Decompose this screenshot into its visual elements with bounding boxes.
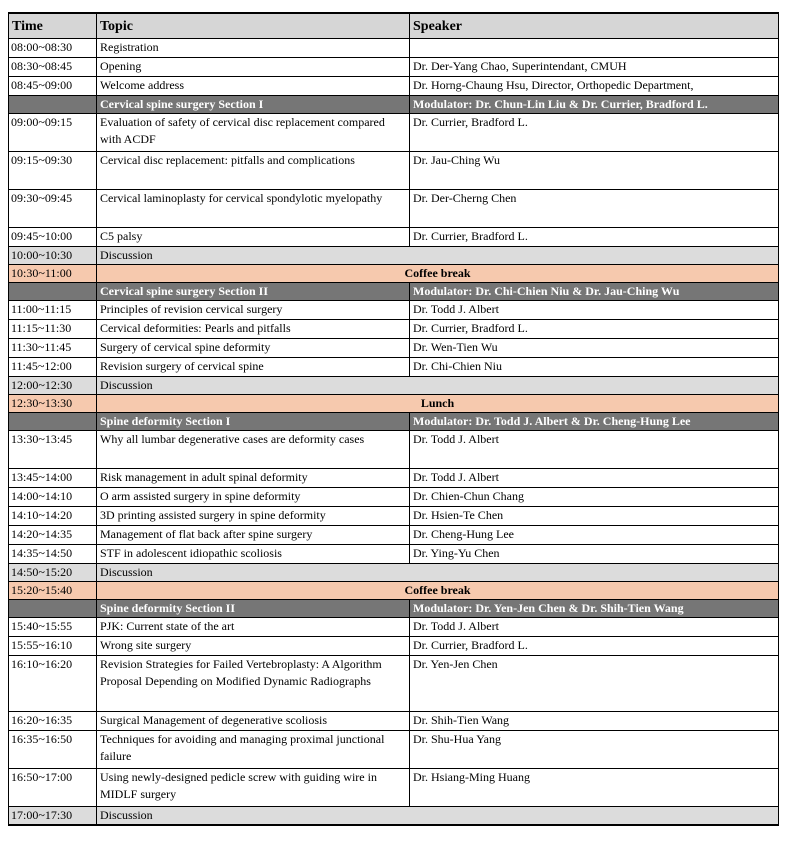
schedule-row bbox=[9, 190, 779, 228]
topic-cell: Wrong site surgery bbox=[97, 637, 410, 656]
time-cell: 15:20~15:40 bbox=[9, 582, 97, 600]
header-row bbox=[9, 13, 779, 39]
discussion-row bbox=[9, 377, 779, 395]
schedule-row bbox=[9, 656, 779, 712]
schedule-row bbox=[9, 731, 779, 769]
speaker-cell: Dr. Horng-Chaung Hsu, Director, Orthopedic Department, bbox=[410, 77, 779, 96]
speaker-cell: Dr. Chien-Chun Chang bbox=[410, 488, 779, 507]
section-title: Cervical spine surgery Section II bbox=[97, 283, 410, 301]
time-cell: 10:00~10:30 bbox=[9, 247, 97, 265]
time-cell: 11:45~12:00 bbox=[9, 358, 97, 377]
topic-cell: Using newly-designed pedicle screw with guiding wire in MIDLF surgery bbox=[97, 769, 410, 807]
schedule-row bbox=[9, 637, 779, 656]
discussion-row bbox=[9, 807, 779, 826]
speaker-cell: Dr. Der-Cherng Chen bbox=[410, 190, 779, 228]
time-cell: 13:45~14:00 bbox=[9, 469, 97, 488]
section-time-cell bbox=[9, 413, 97, 431]
schedule-row bbox=[9, 77, 779, 96]
section-moderator: Modulator: Dr. Todd J. Albert & Dr. Cheng-Hung Lee bbox=[410, 413, 779, 431]
speaker-cell: Dr. Chi-Chien Niu bbox=[410, 358, 779, 377]
break-row bbox=[9, 582, 779, 600]
speaker-column-header: Speaker bbox=[410, 13, 779, 39]
speaker-cell: Dr. Wen-Tien Wu bbox=[410, 339, 779, 358]
section-title: Cervical spine surgery Section I bbox=[97, 96, 410, 114]
break-label: Coffee break bbox=[97, 265, 779, 283]
speaker-cell: Dr. Todd J. Albert bbox=[410, 431, 779, 469]
time-cell: 14:00~14:10 bbox=[9, 488, 97, 507]
schedule-body bbox=[9, 39, 779, 826]
schedule-row bbox=[9, 152, 779, 190]
time-cell: 12:30~13:30 bbox=[9, 395, 97, 413]
speaker-cell: Dr. Cheng-Hung Lee bbox=[410, 526, 779, 545]
section-time-cell bbox=[9, 600, 97, 618]
time-cell: 14:35~14:50 bbox=[9, 545, 97, 564]
discussion-label: Discussion bbox=[97, 377, 779, 395]
speaker-cell: Dr. Ying-Yu Chen bbox=[410, 545, 779, 564]
section-time-cell bbox=[9, 283, 97, 301]
topic-cell: Surgery of cervical spine deformity bbox=[97, 339, 410, 358]
break-label: Coffee break bbox=[97, 582, 779, 600]
section-header-row bbox=[9, 283, 779, 301]
time-cell: 10:30~11:00 bbox=[9, 265, 97, 283]
schedule-row bbox=[9, 58, 779, 77]
speaker-cell: Dr. Shih-Tien Wang bbox=[410, 712, 779, 731]
topic-cell: STF in adolescent idiopathic scoliosis bbox=[97, 545, 410, 564]
discussion-label: Discussion bbox=[97, 807, 779, 826]
time-cell: 11:30~11:45 bbox=[9, 339, 97, 358]
speaker-cell: Dr. Der-Yang Chao, Superintendant, CMUH bbox=[410, 58, 779, 77]
speaker-cell: Dr. Currier, Bradford L. bbox=[410, 114, 779, 152]
speaker-cell: Dr. Hsiang-Ming Huang bbox=[410, 769, 779, 807]
topic-cell: Opening bbox=[97, 58, 410, 77]
time-cell: 16:20~16:35 bbox=[9, 712, 97, 731]
topic-cell: Principles of revision cervical surgery bbox=[97, 301, 410, 320]
time-cell: 08:45~09:00 bbox=[9, 77, 97, 96]
schedule-row bbox=[9, 358, 779, 377]
speaker-cell: Dr. Yen-Jen Chen bbox=[410, 656, 779, 712]
time-cell: 14:20~14:35 bbox=[9, 526, 97, 545]
time-cell: 14:50~15:20 bbox=[9, 564, 97, 582]
topic-cell: Risk management in adult spinal deformity bbox=[97, 469, 410, 488]
topic-cell: Cervical deformities: Pearls and pitfalls bbox=[97, 320, 410, 339]
schedule-row bbox=[9, 114, 779, 152]
topic-cell: Techniques for avoiding and managing proximal junctional failure bbox=[97, 731, 410, 769]
speaker-cell: Dr. Todd J. Albert bbox=[410, 301, 779, 320]
schedule-row bbox=[9, 469, 779, 488]
discussion-label: Discussion bbox=[97, 564, 779, 582]
speaker-cell bbox=[410, 39, 779, 58]
topic-cell: Registration bbox=[97, 39, 410, 58]
schedule-row bbox=[9, 431, 779, 469]
time-cell: 15:55~16:10 bbox=[9, 637, 97, 656]
schedule-row bbox=[9, 301, 779, 320]
speaker-cell: Dr. Currier, Bradford L. bbox=[410, 320, 779, 339]
schedule-row bbox=[9, 526, 779, 545]
schedule-row bbox=[9, 618, 779, 637]
topic-cell: Surgical Management of degenerative scoliosis bbox=[97, 712, 410, 731]
discussion-row bbox=[9, 247, 779, 265]
topic-cell: Revision surgery of cervical spine bbox=[97, 358, 410, 377]
time-cell: 11:00~11:15 bbox=[9, 301, 97, 320]
speaker-cell: Dr. Todd J. Albert bbox=[410, 618, 779, 637]
schedule-row bbox=[9, 320, 779, 339]
speaker-cell: Dr. Currier, Bradford L. bbox=[410, 637, 779, 656]
schedule-row bbox=[9, 228, 779, 247]
break-label: Lunch bbox=[97, 395, 779, 413]
section-title: Spine deformity Section I bbox=[97, 413, 410, 431]
section-moderator: Modulator: Dr. Chun-Lin Liu & Dr. Currier, Bradford L. bbox=[410, 96, 779, 114]
schedule-row bbox=[9, 769, 779, 807]
time-cell: 09:30~09:45 bbox=[9, 190, 97, 228]
topic-column-header: Topic bbox=[97, 13, 410, 39]
time-column-header: Time bbox=[9, 13, 97, 39]
speaker-cell: Dr. Shu-Hua Yang bbox=[410, 731, 779, 769]
section-header-row bbox=[9, 600, 779, 618]
section-moderator: Modulator: Dr. Chi-Chien Niu & Dr. Jau-Ching Wu bbox=[410, 283, 779, 301]
time-cell: 15:40~15:55 bbox=[9, 618, 97, 637]
schedule-row bbox=[9, 712, 779, 731]
time-cell: 11:15~11:30 bbox=[9, 320, 97, 339]
topic-cell: Cervical laminoplasty for cervical spondylotic myelopathy bbox=[97, 190, 410, 228]
time-cell: 16:50~17:00 bbox=[9, 769, 97, 807]
time-cell: 09:15~09:30 bbox=[9, 152, 97, 190]
speaker-cell: Dr. Jau-Ching Wu bbox=[410, 152, 779, 190]
topic-cell: Cervical disc replacement: pitfalls and complications bbox=[97, 152, 410, 190]
time-cell: 16:10~16:20 bbox=[9, 656, 97, 712]
topic-cell: Evaluation of safety of cervical disc replacement compared with ACDF bbox=[97, 114, 410, 152]
schedule-row bbox=[9, 545, 779, 564]
time-cell: 09:45~10:00 bbox=[9, 228, 97, 247]
section-header-row bbox=[9, 413, 779, 431]
topic-cell: Welcome address bbox=[97, 77, 410, 96]
time-cell: 09:00~09:15 bbox=[9, 114, 97, 152]
speaker-cell: Dr. Hsien-Te Chen bbox=[410, 507, 779, 526]
topic-cell: Revision Strategies for Failed Vertebroplasty: A Algorithm Proposal Depending on Modified Dynamic Radiographs bbox=[97, 656, 410, 712]
time-cell: 16:35~16:50 bbox=[9, 731, 97, 769]
time-cell: 08:00~08:30 bbox=[9, 39, 97, 58]
schedule-row bbox=[9, 507, 779, 526]
break-row bbox=[9, 395, 779, 413]
topic-cell: PJK: Current state of the art bbox=[97, 618, 410, 637]
time-cell: 13:30~13:45 bbox=[9, 431, 97, 469]
time-cell: 14:10~14:20 bbox=[9, 507, 97, 526]
topic-cell: Management of flat back after spine surgery bbox=[97, 526, 410, 545]
section-moderator: Modulator: Dr. Yen-Jen Chen & Dr. Shih-Tien Wang bbox=[410, 600, 779, 618]
time-cell: 12:00~12:30 bbox=[9, 377, 97, 395]
speaker-cell: Dr. Currier, Bradford L. bbox=[410, 228, 779, 247]
topic-cell: Why all lumbar degenerative cases are deformity cases bbox=[97, 431, 410, 469]
topic-cell: C5 palsy bbox=[97, 228, 410, 247]
schedule-row bbox=[9, 339, 779, 358]
program-schedule-table bbox=[8, 12, 779, 826]
time-cell: 08:30~08:45 bbox=[9, 58, 97, 77]
section-time-cell bbox=[9, 96, 97, 114]
discussion-label: Discussion bbox=[97, 247, 779, 265]
speaker-cell: Dr. Todd J. Albert bbox=[410, 469, 779, 488]
topic-cell: 3D printing assisted surgery in spine deformity bbox=[97, 507, 410, 526]
break-row bbox=[9, 265, 779, 283]
section-header-row bbox=[9, 96, 779, 114]
section-title: Spine deformity Section II bbox=[97, 600, 410, 618]
topic-cell: O arm assisted surgery in spine deformity bbox=[97, 488, 410, 507]
schedule-row bbox=[9, 39, 779, 58]
discussion-row bbox=[9, 564, 779, 582]
schedule-row bbox=[9, 488, 779, 507]
time-cell: 17:00~17:30 bbox=[9, 807, 97, 826]
